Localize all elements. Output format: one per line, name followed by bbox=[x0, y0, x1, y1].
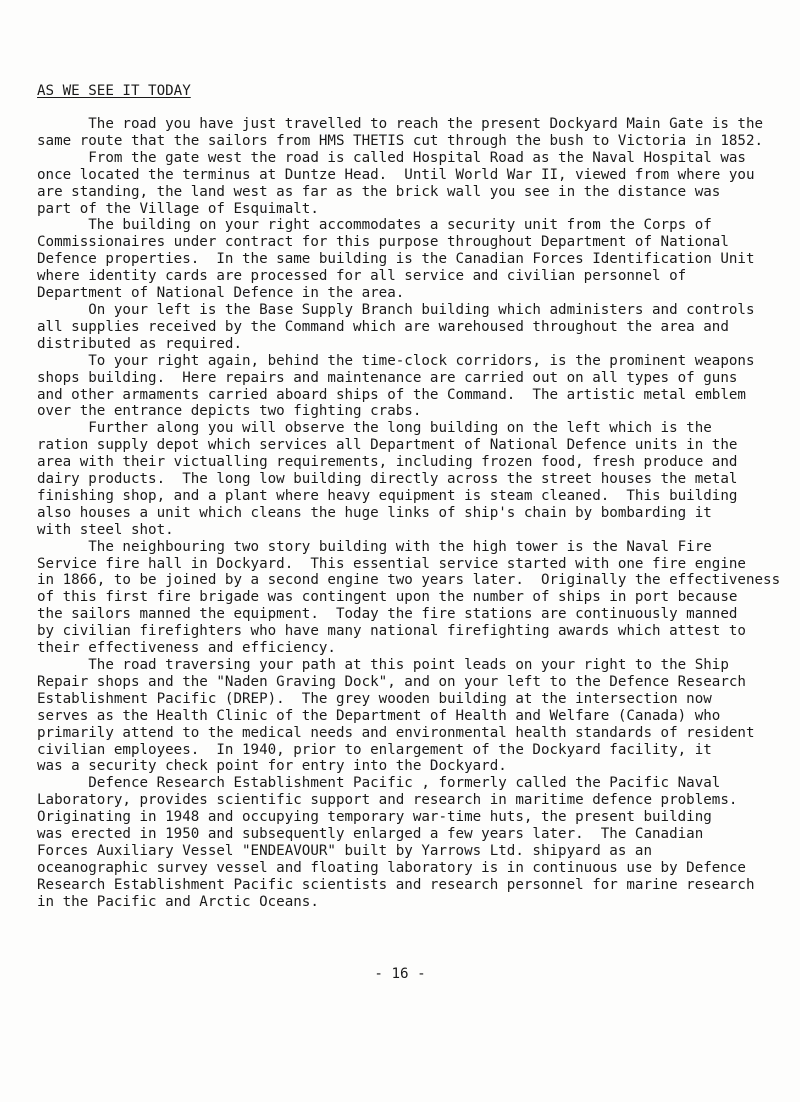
text-line: From the gate west the road is called Hospital Road as the Naval Hospital was bbox=[37, 149, 746, 166]
text-line: The building on your right accommodates a security unit from the Corps of bbox=[37, 217, 712, 234]
text-line: with steel shot. bbox=[37, 521, 174, 538]
text-line: and other armaments carried aboard ships of the Command. The artistic metal emblem bbox=[37, 386, 746, 403]
text-line: Further along you will observe the long building on the left which is the bbox=[37, 420, 712, 437]
text-line: To your right again, behind the time-clock corridors, is the prominent weapons bbox=[37, 352, 755, 369]
text-line: dairy products. The long low building directly across the street houses the metal bbox=[37, 471, 738, 488]
text-line: are standing, the land west as far as the brick wall you see in the distance was bbox=[37, 183, 721, 200]
body-text bbox=[37, 116, 781, 911]
text-line: of this first fire brigade was contingent upon the number of ships in port because bbox=[37, 589, 738, 606]
text-line: The road traversing your path at this point leads on your right to the Ship bbox=[37, 657, 729, 673]
text-line: once located the terminus at Duntze Head. Until World War II, viewed from where you bbox=[37, 166, 755, 183]
text-line: in the Pacific and Arctic Oceans. bbox=[37, 893, 319, 910]
text-line: Service fire hall in Dockyard. This essential service started with one fire engine bbox=[37, 555, 746, 572]
section-heading: AS WE SEE IT TODAY bbox=[37, 83, 191, 99]
text-line: Defence properties. In the same building is the Canadian Forces Identification Unit bbox=[37, 251, 755, 268]
text-line: over the entrance depicts two fighting crabs. bbox=[37, 403, 422, 420]
text-line: area with their victualling requirements, including frozen food, fresh produce and bbox=[37, 454, 738, 471]
text-line: Commissionaires under contract for this purpose throughout Department of National bbox=[37, 234, 729, 251]
text-line: Laboratory, provides scientific support and research in maritime defence problems. bbox=[37, 792, 738, 809]
text-line: part of the Village of Esquimalt. bbox=[37, 200, 319, 217]
text-line: primarily attend to the medical needs and environmental health standards of resident bbox=[37, 724, 755, 741]
text-line: Forces Auxiliary Vessel "ENDEAVOUR" built by Yarrows Ltd. shipyard as an bbox=[37, 842, 652, 859]
text-line: was erected in 1950 and subsequently enlarged a few years later. The Canadian bbox=[37, 826, 704, 843]
text-line: civilian employees. In 1940, prior to enlargement of the Dockyard facility, it bbox=[37, 741, 712, 758]
text-line: oceanographic survey vessel and floating laboratory is in continuous use by Defence bbox=[37, 859, 746, 876]
text-line: their effectiveness and efficiency. bbox=[37, 640, 336, 657]
text-line: all supplies received by the Command which are warehoused throughout the area and bbox=[37, 318, 729, 335]
text-line: same route that the sailors from HMS THETIS cut through the bush to Victoria in 1852. bbox=[37, 132, 764, 149]
text-line: finishing shop, and a plant where heavy equipment is steam cleaned. This building bbox=[37, 487, 738, 504]
text-line: The road you have just travelled to reach the present Dockyard Main Gate is the bbox=[37, 116, 764, 132]
text-line: serves as the Health Clinic of the Department of Health and Welfare (Canada) who bbox=[37, 707, 721, 724]
text-line: Repair shops and the "Naden Graving Dock", and on your left to the Defence Research bbox=[37, 673, 746, 690]
text-line: also houses a unit which cleans the huge links of ship's chain by bombarding it bbox=[37, 504, 712, 521]
text-line: Establishment Pacific (DREP). The grey wooden building at the intersection now bbox=[37, 690, 712, 707]
text-line: Originating in 1948 and occupying temporary war-time huts, the present building bbox=[37, 809, 712, 826]
text-line: On your left is the Base Supply Branch building which administers and controls bbox=[37, 301, 755, 318]
text-line: was a security check point for entry into the Dockyard. bbox=[37, 758, 507, 775]
text-line: in 1866, to be joined by a second engine two years later. Originally the effectiveness bbox=[37, 572, 781, 589]
page-number: - 16 - bbox=[374, 966, 426, 982]
text-line: Department of National Defence in the area. bbox=[37, 285, 405, 302]
text-line: the sailors manned the equipment. Today the fire stations are continuously manned bbox=[37, 606, 738, 623]
text-line: ration supply depot which services all Department of National Defence units in the bbox=[37, 437, 738, 454]
text-line: Research Establishment Pacific scientists and research personnel for marine research bbox=[37, 876, 755, 893]
text-line: where identity cards are processed for all service and civilian personnel of bbox=[37, 268, 687, 285]
text-line: by civilian firefighters who have many national firefighting awards which attest to bbox=[37, 623, 746, 640]
text-line: shops building. Here repairs and maintenance are carried out on all types of guns bbox=[37, 369, 738, 386]
text-line: The neighbouring two story building with the high tower is the Naval Fire bbox=[37, 538, 712, 555]
text-line: Defence Research Establishment Pacific , formerly called the Pacific Naval bbox=[37, 775, 721, 792]
text-line: distributed as required. bbox=[37, 335, 242, 352]
